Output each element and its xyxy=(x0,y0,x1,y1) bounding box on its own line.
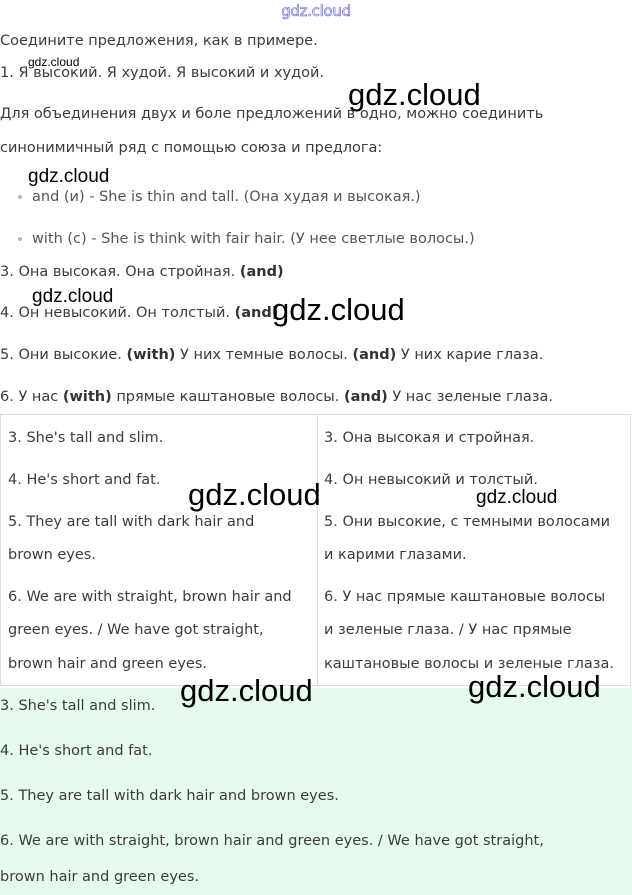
answer-5: 5. They are tall with dark hair and brown eyes. xyxy=(0,788,339,804)
table-left-row-5-cont: brown eyes. xyxy=(8,547,96,563)
watermark: gdz.cloud xyxy=(348,77,481,112)
exercise-6: 6. У нас (with) прямые каштановые волосы. (and) У нас зеленые глаза. xyxy=(0,389,553,405)
exercise-3: 3. Она высокая. Она стройная. (and) xyxy=(0,264,284,280)
explanation-line-2: синонимичный ряд с помощью союза и предлога: xyxy=(0,140,383,156)
bullet-text: and (и) - She is thin and tall. (Она худая и высокая.) xyxy=(32,189,421,205)
answer-6-cont: brown hair and green eyes. xyxy=(0,869,200,885)
watermark: gdz.cloud xyxy=(476,487,558,508)
watermark-top: gdz.cloud xyxy=(281,2,351,20)
answer-3: 3. She's tall and slim. xyxy=(0,698,156,714)
table-left-row-5: 5. They are tall with dark hair and xyxy=(8,514,255,530)
answer-4: 4. He's short and fat. xyxy=(0,743,153,759)
exercise-4: 4. Он невысокий. Он толстый. (and) xyxy=(0,305,279,321)
watermark: gdz.cloud xyxy=(28,166,110,187)
table-left-row-4: 4. He's short and fat. xyxy=(8,472,161,488)
bullet-dot-icon xyxy=(18,237,22,241)
watermark: gdz.cloud xyxy=(468,669,601,704)
table-left-row-6-end: brown hair and green eyes. xyxy=(8,656,208,672)
bullet-with xyxy=(18,231,475,247)
table-left-row-6: 6. We are with straight, brown hair and xyxy=(8,589,292,605)
table-right-row-5: 5. Они высокие, с темными волосами xyxy=(324,514,611,530)
table-right-row-6-cont: и зеленые глаза. / У нас прямые xyxy=(324,622,572,638)
table-right-row-6-end: каштановые волосы и зеленые глаза. xyxy=(324,656,614,672)
exercise-5: 5. Они высокие. (with) У них темные волосы. (and) У них карие глаза. xyxy=(0,347,544,363)
table-left-row-3: 3. She's tall and slim. xyxy=(8,430,164,446)
answer-6: 6. We are with straight, brown hair and green eyes. / We have got straight, xyxy=(0,833,544,849)
bullet-and xyxy=(18,189,421,205)
watermark: gdz.cloud xyxy=(28,55,80,69)
task-instruction: Соедините предложения, как в примере. xyxy=(0,33,318,49)
table-right-row-5-cont: и карими глазами. xyxy=(324,547,467,563)
task-example: 1. Я высокий. Я худой. Я высокий и худой. xyxy=(0,65,325,81)
bullet-text: with (с) - She is think with fair hair. (У нее светлые волосы.) xyxy=(32,231,475,247)
table-divider xyxy=(317,415,318,685)
table-right-row-6: 6. У нас прямые каштановые волосы xyxy=(324,589,606,605)
table-right-row-3: 3. Она высокая и стройная. xyxy=(324,430,535,446)
table-right-row-4: 4. Он невысокий и толстый. xyxy=(324,472,538,488)
watermark: gdz.cloud xyxy=(188,477,321,512)
explanation-line-1: Для объединения двух и боле предложений в одно, можно соединить xyxy=(0,106,544,122)
watermark: gdz.cloud xyxy=(272,292,405,327)
table-left-row-6-cont: green eyes. / We have got straight, xyxy=(8,622,264,638)
bullet-dot-icon xyxy=(18,195,22,199)
watermark: gdz.cloud xyxy=(32,286,114,307)
watermark: gdz.cloud xyxy=(180,673,313,708)
